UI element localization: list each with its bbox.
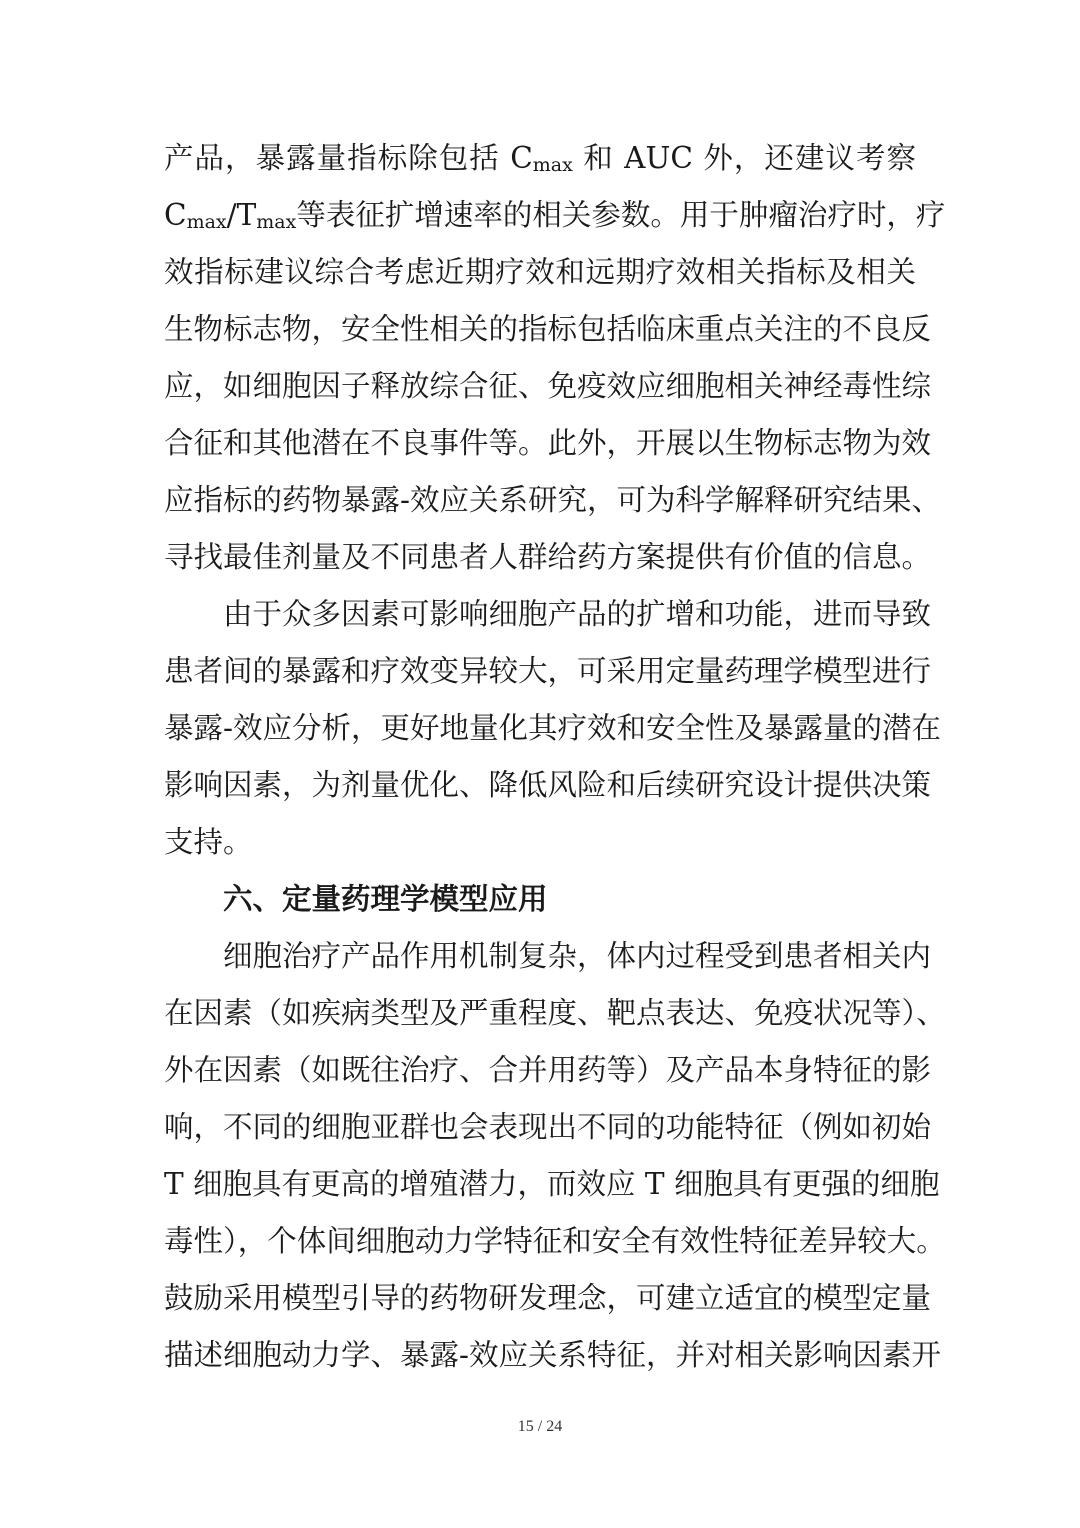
paragraph-1-line-5: 应，如细胞因子释放综合征、免疫效应细胞相关神经毒性综 — [164, 369, 932, 403]
paragraph-3-line-7: 鼓励采用模型引导的药物研发理念，可建立适宜的模型定量 — [164, 1281, 932, 1315]
section-heading: 六、定量药理学模型应用 — [223, 882, 548, 916]
paragraph-2-line-2: 患者间的暴露和疗效变异较大，可采用定量药理学模型进行 — [164, 654, 932, 688]
paragraph-1-line-2 — [164, 187, 946, 244]
paragraph-3-line-8: 描述细胞动力学、暴露-效应关系特征，并对相关影响因素开 — [164, 1338, 941, 1372]
paragraph-3-line-6: 毒性），个体间细胞动力学特征和安全有效性特征差异较大。 — [164, 1224, 946, 1258]
text-segment: 和 AUC 外，还建议考察 — [572, 141, 916, 175]
subscript-max: max — [256, 211, 297, 233]
paragraph-1-line-3: 效指标建议综合考虑近期疗效和远期疗效相关指标及相关 — [164, 255, 916, 289]
page-number: 15 / 24 — [517, 1418, 563, 1435]
paragraph-2-line-3: 暴露-效应分析，更好地量化其疗效和安全性及暴露量的潜在 — [164, 711, 941, 745]
paragraph-1-line-8: 寻找最佳剂量及不同患者人群给药方案提供有价值的信息。 — [164, 540, 932, 574]
paragraph-3-line-1: 细胞治疗产品作用机制复杂，体内过程受到患者相关内 — [223, 939, 932, 973]
paragraph-3-line-4: 响，不同的细胞亚群也会表现出不同的功能特征（例如初始 — [164, 1110, 932, 1144]
paragraph-2-line-5: 支持。 — [164, 825, 253, 859]
paragraph-3-line-5: T 细胞具有更高的增殖潜力，而效应 T 细胞具有更强的细胞 — [164, 1167, 940, 1201]
paragraph-2-line-1: 由于众多因素可影响细胞产品的扩增和功能，进而导致 — [223, 597, 932, 631]
text-segment: /T — [226, 198, 257, 232]
paragraph-3-line-2: 在因素（如疾病类型及严重程度、靶点表达、免疫状况等）、 — [164, 996, 946, 1030]
paragraph-1-line-4: 生物标志物，安全性相关的指标包括临床重点关注的不良反 — [164, 312, 932, 346]
paragraph-1-line-6: 合征和其他潜在不良事件等。此外，开展以生物标志物为效 — [164, 426, 932, 460]
paragraph-1-line-1 — [164, 130, 916, 187]
text-segment: 等表征扩增速率的相关参数。用于肿瘤治疗时，疗 — [296, 198, 946, 232]
text-segment: 产品，暴露量指标除包括 C — [164, 141, 533, 175]
document-body — [164, 130, 946, 1384]
paragraph-3-line-3: 外在因素（如既往治疗、合并用药等）及产品本身特征的影 — [164, 1053, 932, 1087]
paragraph-1-line-7: 应指标的药物暴露-效应关系研究，可为科学解释研究结果、 — [164, 483, 941, 517]
subscript-max: max — [532, 154, 573, 176]
paragraph-2-line-4: 影响因素，为剂量优化、降低风险和后续研究设计提供决策 — [164, 768, 932, 802]
subscript-max: max — [186, 211, 227, 233]
text-segment: C — [164, 198, 187, 232]
